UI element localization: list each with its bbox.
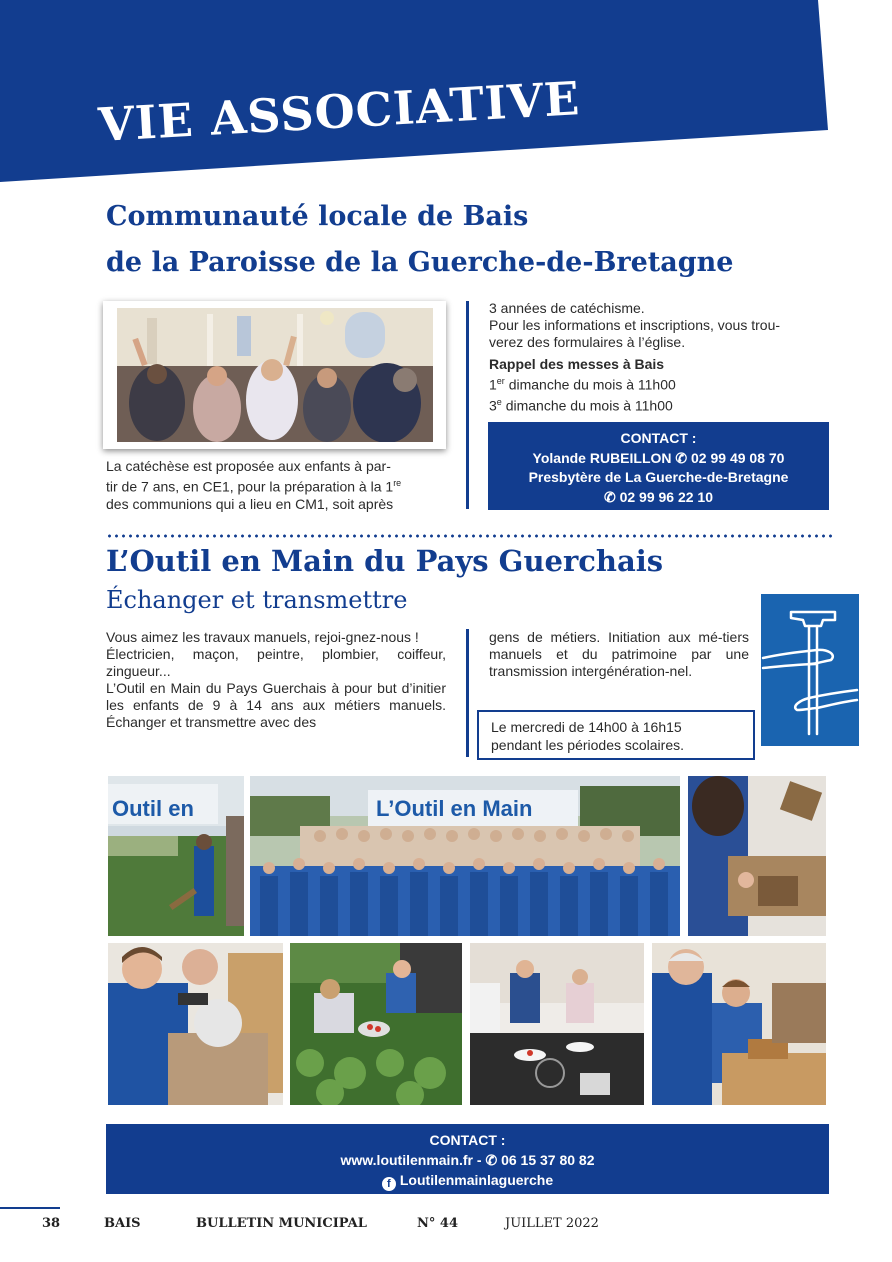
mass-text: dimanche du mois à 11h00 (501, 397, 673, 414)
mass-time (489, 394, 829, 415)
footer-date: JUILLET 2022 (505, 1216, 599, 1231)
superscript: re (393, 478, 402, 488)
photo-sign-gardening (108, 776, 244, 936)
facebook-link[interactable] (106, 1170, 829, 1191)
section-heading: VIE ASSOCIATIVE (96, 71, 582, 152)
footer-issue: N° 44 (417, 1216, 458, 1231)
mass-time (489, 373, 829, 394)
info-line: 3 années de catéchisme. (489, 300, 645, 316)
church-photo (103, 301, 446, 449)
article-subtitle: Échanger et transmettre (106, 586, 408, 614)
photo-woodwork-girl (688, 776, 826, 936)
article-title: L’Outil en Main du Pays Guerchais (106, 544, 664, 578)
caption-line: La catéchèse est proposée aux enfants à par- (106, 458, 391, 474)
contact-line: ✆ 02 99 96 22 10 (603, 488, 714, 505)
contact-heading: CONTACT : (429, 1132, 506, 1148)
facebook-handle: Loutilenmainlaguerche (399, 1172, 554, 1188)
photo-workshop (652, 943, 826, 1105)
sign-text: Outil en (112, 796, 194, 821)
superscript: er (496, 376, 505, 386)
photo-group (250, 776, 680, 936)
column-divider (466, 301, 469, 509)
catechism-info (489, 300, 829, 414)
schedule-line: Le mercredi de 14h00 à 16h15 (491, 719, 682, 735)
paragraph: Vous aimez les travaux manuels, rejoi-gnez-nous ! (106, 629, 419, 645)
outil-text-col2: gens de métiers. Initiation aux mé-tiers manuels et du patrimoine par une transmission intergénération-nel. (489, 629, 749, 679)
contact-line: Yolande RUBEILLON ✆ 02 99 49 08 70 (532, 449, 785, 466)
article-title-line2: de la Paroisse de la Guerche-de-Bretagne (106, 247, 734, 278)
photo-kitchen (470, 943, 644, 1105)
hammer-hands-icon (761, 594, 859, 746)
dotted-separator (106, 534, 832, 538)
mass-num: 3 (489, 397, 497, 414)
caption-line (106, 475, 446, 496)
info-line: Pour les informations et inscriptions, vous trou- (489, 317, 781, 333)
paragraph: Électricien, maçon, peintre, plombier, coiffeur, zingueur... (106, 646, 446, 679)
footer-rule (0, 1207, 60, 1209)
outil-contact-box (106, 1124, 829, 1194)
superscript: e (496, 396, 502, 407)
outil-text-col1 (106, 629, 446, 731)
schedule-line: pendant les périodes scolaires. (491, 737, 685, 753)
photo-garden (290, 943, 462, 1105)
footer-town: BAIS (104, 1216, 141, 1231)
mass-text: dimanche du mois à 11h00 (504, 376, 676, 393)
page-number: 38 (42, 1216, 61, 1231)
article-title-line1: Communauté locale de Bais (106, 201, 529, 232)
footer-publication: BULLETIN MUNICIPAL (196, 1216, 367, 1231)
photo-boy-drill (108, 943, 283, 1105)
sign-text: L’Outil en Main (376, 796, 533, 821)
caption-line: des communions qui a lieu en CM1, soit après (106, 495, 394, 512)
caption-text: tir de 7 ans, en CE1, pour la préparation à la 1 (106, 478, 394, 495)
website-link[interactable]: www.loutilenmain.fr - ✆ 06 15 37 80 82 (340, 1152, 595, 1168)
schedule-box (477, 710, 755, 760)
paragraph: L’Outil en Main du Pays Guerchais à pour but d’initier les enfants de 9 à 14 ans aux métiers manuels. Échanger et transmettre avec des (106, 680, 446, 730)
mass-heading: Rappel des messes à Bais (489, 356, 665, 372)
catechism-caption (106, 458, 446, 513)
parish-contact-box (488, 422, 829, 510)
facebook-icon: f (382, 1177, 396, 1191)
contact-heading: CONTACT : (620, 430, 697, 446)
mass-num: 1 (489, 376, 497, 393)
info-line: verez des formulaires à l’église. (489, 334, 686, 350)
contact-line: Presbytère de La Guerche-de-Bretagne (528, 469, 789, 485)
column-divider (466, 629, 469, 757)
